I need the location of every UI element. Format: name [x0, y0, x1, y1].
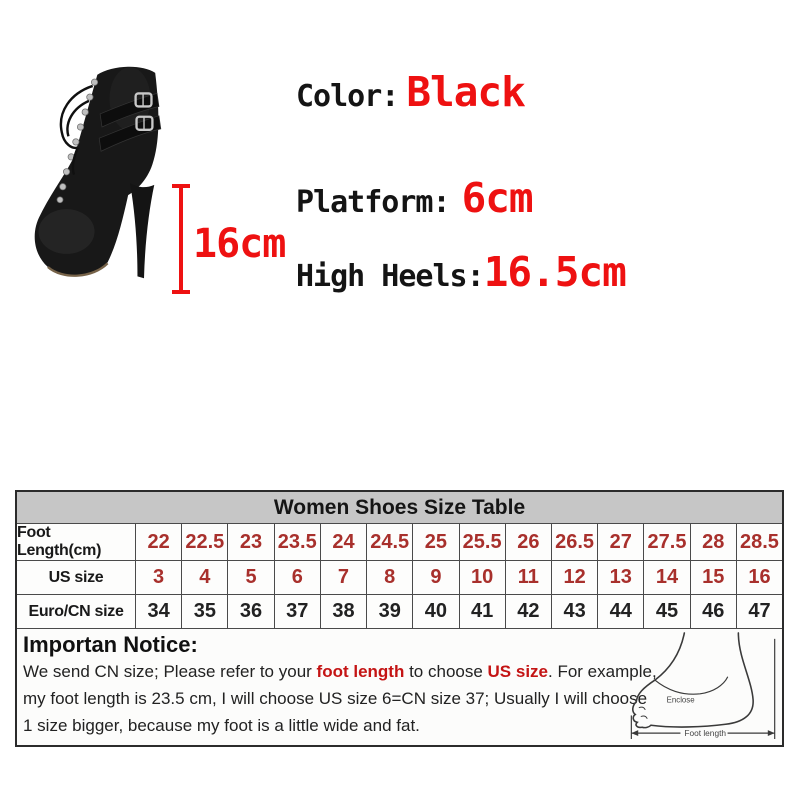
- table-cell: 36: [227, 595, 273, 628]
- notice-title: Importan Notice:: [23, 632, 198, 657]
- table-cell: 23.5: [274, 524, 320, 560]
- table-cell: 47: [736, 595, 782, 628]
- size-table-title: Women Shoes Size Table: [17, 492, 782, 524]
- spec-color: [296, 68, 525, 116]
- table-cell: 13: [597, 561, 643, 594]
- heel-measure-bracket: [172, 184, 192, 294]
- spec-heels: [296, 248, 626, 296]
- table-row-euro-cn-size: [17, 595, 782, 629]
- boot-photo: [18, 38, 186, 300]
- table-cell: 27.5: [643, 524, 689, 560]
- table-cell: 8: [366, 561, 412, 594]
- notice-line-2: my foot length is 23.5 cm, I will choose US size 6=CN size 37; Usually I will choose: [23, 689, 648, 708]
- boot-illustration: [18, 38, 186, 300]
- table-cell: 22: [135, 524, 181, 560]
- table-cell: 10: [459, 561, 505, 594]
- spec-platform-label: Platform:: [296, 185, 450, 220]
- size-table: [15, 490, 784, 747]
- spec-color-label: Color:: [296, 79, 399, 114]
- table-cell: 14: [643, 561, 689, 594]
- spec-heels-label: High Heels:: [296, 259, 484, 294]
- table-cell: 41: [459, 595, 505, 628]
- table-cell: 28.5: [736, 524, 782, 560]
- notice-text: We send CN size; Please refer to your: [23, 662, 317, 681]
- table-cell: 42: [505, 595, 551, 628]
- table-cell: 44: [597, 595, 643, 628]
- foot-diagram: [629, 631, 779, 739]
- spec-platform: [296, 174, 533, 222]
- table-cell: 6: [274, 561, 320, 594]
- notice-line-3: 1 size bigger, because my foot is a little wide and fat.: [23, 716, 420, 735]
- table-cell: 45: [643, 595, 689, 628]
- notice-highlight-foot-length: foot length: [316, 662, 405, 681]
- table-cell: 7: [320, 561, 366, 594]
- table-cell: 39: [366, 595, 412, 628]
- table-cell: 24: [320, 524, 366, 560]
- table-cell: 12: [551, 561, 597, 594]
- enclose-label: Enclose: [666, 695, 695, 705]
- row-header-us-size: US size: [17, 561, 135, 594]
- table-cell: 3: [135, 561, 181, 594]
- table-cell: 16: [736, 561, 782, 594]
- row-header-euro-cn: Euro/CN size: [17, 595, 135, 628]
- spec-heels-value: 16.5cm: [483, 248, 626, 296]
- table-cell: 15: [690, 561, 736, 594]
- table-cell: 25: [412, 524, 458, 560]
- table-cell: 38: [320, 595, 366, 628]
- table-row-foot-length: [17, 524, 782, 561]
- notice-section: [17, 629, 782, 741]
- notice-highlight-us-size: US size: [487, 662, 549, 681]
- table-cell: 43: [551, 595, 597, 628]
- table-cell: 23: [227, 524, 273, 560]
- row-header-foot-length: Foot Length(cm): [17, 524, 135, 560]
- boot-heel: [130, 183, 154, 278]
- table-cell: 5: [227, 561, 273, 594]
- foot-length-label: Foot length: [684, 728, 727, 739]
- table-cell: 37: [274, 595, 320, 628]
- measure-bottom-cap: [172, 290, 190, 294]
- notice-text: to choose: [404, 662, 488, 681]
- table-cell: 28: [690, 524, 736, 560]
- table-cell: 11: [505, 561, 551, 594]
- spec-color-value: Black: [406, 68, 525, 116]
- table-cell: 22.5: [181, 524, 227, 560]
- notice-text: . For example,: [548, 662, 657, 681]
- table-cell: 24.5: [366, 524, 412, 560]
- table-cell: 26: [505, 524, 551, 560]
- table-cell: 35: [181, 595, 227, 628]
- table-cell: 46: [690, 595, 736, 628]
- table-cell: 34: [135, 595, 181, 628]
- spec-platform-value: 6cm: [461, 174, 533, 222]
- heel-height-label: 16cm: [193, 221, 286, 267]
- table-row-us-size: [17, 561, 782, 595]
- table-cell: 27: [597, 524, 643, 560]
- table-cell: 4: [181, 561, 227, 594]
- table-cell: 26.5: [551, 524, 597, 560]
- table-cell: 25.5: [459, 524, 505, 560]
- table-cell: 40: [412, 595, 458, 628]
- table-cell: 9: [412, 561, 458, 594]
- measure-stem: [179, 186, 183, 292]
